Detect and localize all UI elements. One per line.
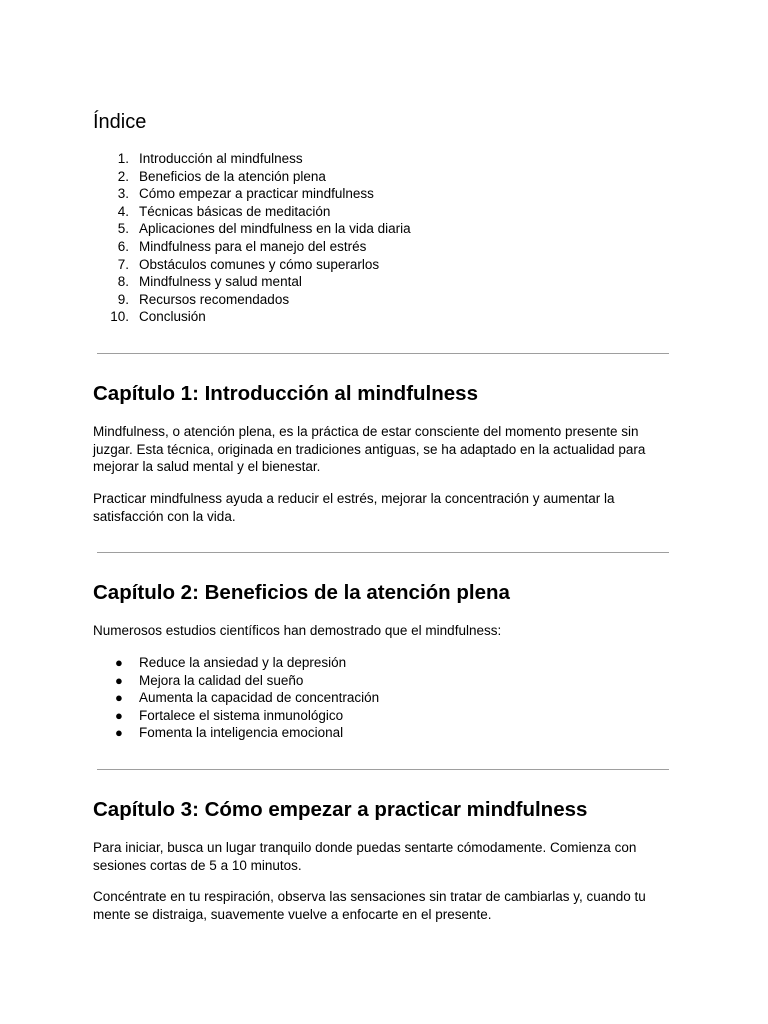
toc-item-label: Técnicas básicas de meditación	[139, 203, 331, 219]
bullet-icon: ●	[115, 690, 123, 706]
table-of-contents	[93, 150, 411, 326]
chapter-3-paragraph: Concéntrate en tu respiración, observa las sensaciones sin tratar de cambiarlas y, cuando tu mente se distraiga, suavemente vuelve a enfocarte en el presente.	[93, 889, 646, 922]
list-item-label: Fortalece el sistema inmunológico	[139, 707, 344, 723]
bullet-icon: ●	[115, 672, 123, 688]
toc-item	[93, 150, 411, 168]
toc-item-label: Conclusión	[139, 309, 206, 325]
toc-item-label: Mindfulness para el manejo del estrés	[139, 238, 367, 254]
chapter-2-title: Capítulo 2: Beneficios de la atención plena	[93, 581, 510, 604]
list-item	[93, 689, 379, 707]
chapter-1-paragraph: Mindfulness, o atención plena, es la práctica de estar consciente del momento presente sin juzgar. Esta técnica, originada en tradiciones antiguas, se ha adaptado en la actualidad para mejorar la salud mental y el bienestar.	[93, 424, 646, 475]
list-item	[93, 724, 379, 742]
toc-item-number: 4.	[117, 203, 129, 219]
toc-item-number: 7.	[117, 256, 129, 272]
chapter-3-title: Capítulo 3: Cómo empezar a practicar mindfulness	[93, 798, 588, 821]
bullet-icon: ●	[115, 655, 123, 670]
toc-item	[93, 273, 411, 291]
toc-item-number: 2.	[117, 168, 129, 184]
section-divider	[97, 552, 669, 553]
chapter-1-title: Capítulo 1: Introducción al mindfulness	[93, 382, 478, 405]
section-divider	[97, 353, 669, 354]
toc-item	[93, 256, 411, 274]
bullet-icon: ●	[115, 707, 123, 723]
toc-item-number: 8.	[117, 274, 129, 290]
toc-item-label: Obstáculos comunes y cómo superarlos	[139, 256, 380, 272]
toc-item-label: Aplicaciones del mindfulness en la vida diaria	[139, 221, 411, 237]
list-item	[93, 672, 379, 690]
toc-item-number: 6.	[117, 238, 129, 254]
toc-item-label: Introducción al mindfulness	[139, 151, 303, 166]
toc-item	[93, 185, 411, 203]
chapter-1-paragraph: Practicar mindfulness ayuda a reducir el estrés, mejorar la concentración y aumentar la satisfacción con la vida.	[93, 491, 615, 524]
list-item	[93, 707, 379, 725]
section-divider	[97, 769, 669, 770]
index-heading: Índice	[93, 111, 147, 133]
toc-item	[93, 308, 411, 326]
list-item-label: Fomenta la inteligencia emocional	[139, 725, 344, 741]
toc-item-label: Beneficios de la atención plena	[139, 168, 326, 184]
chapter-2-intro: Numerosos estudios científicos han demostrado que el mindfulness:	[93, 623, 502, 638]
toc-item-number: 9.	[117, 291, 129, 307]
list-item-label: Mejora la calidad del sueño	[139, 672, 304, 688]
toc-item-number: 1.	[117, 151, 129, 166]
benefits-list	[93, 654, 379, 742]
toc-item	[93, 291, 411, 309]
toc-item	[93, 168, 411, 186]
chapter-3-paragraph: Para iniciar, busca un lugar tranquilo donde puedas sentarte cómodamente. Comienza con sesiones cortas de 5 a 10 minutos.	[93, 840, 637, 873]
toc-item-label: Cómo empezar a practicar mindfulness	[139, 186, 374, 202]
list-item-label: Reduce la ansiedad y la depresión	[139, 655, 347, 670]
bullet-icon: ●	[115, 725, 123, 741]
toc-item-label: Mindfulness y salud mental	[139, 274, 302, 290]
toc-item-number: 3.	[117, 186, 129, 202]
toc-item	[93, 238, 411, 256]
toc-item	[93, 220, 411, 238]
toc-item-number: 10.	[110, 309, 129, 325]
toc-item-number: 5.	[117, 221, 129, 237]
list-item	[93, 654, 379, 672]
toc-item	[93, 203, 411, 221]
list-item-label: Aumenta la capacidad de concentración	[139, 690, 380, 706]
toc-item-label: Recursos recomendados	[139, 291, 290, 307]
